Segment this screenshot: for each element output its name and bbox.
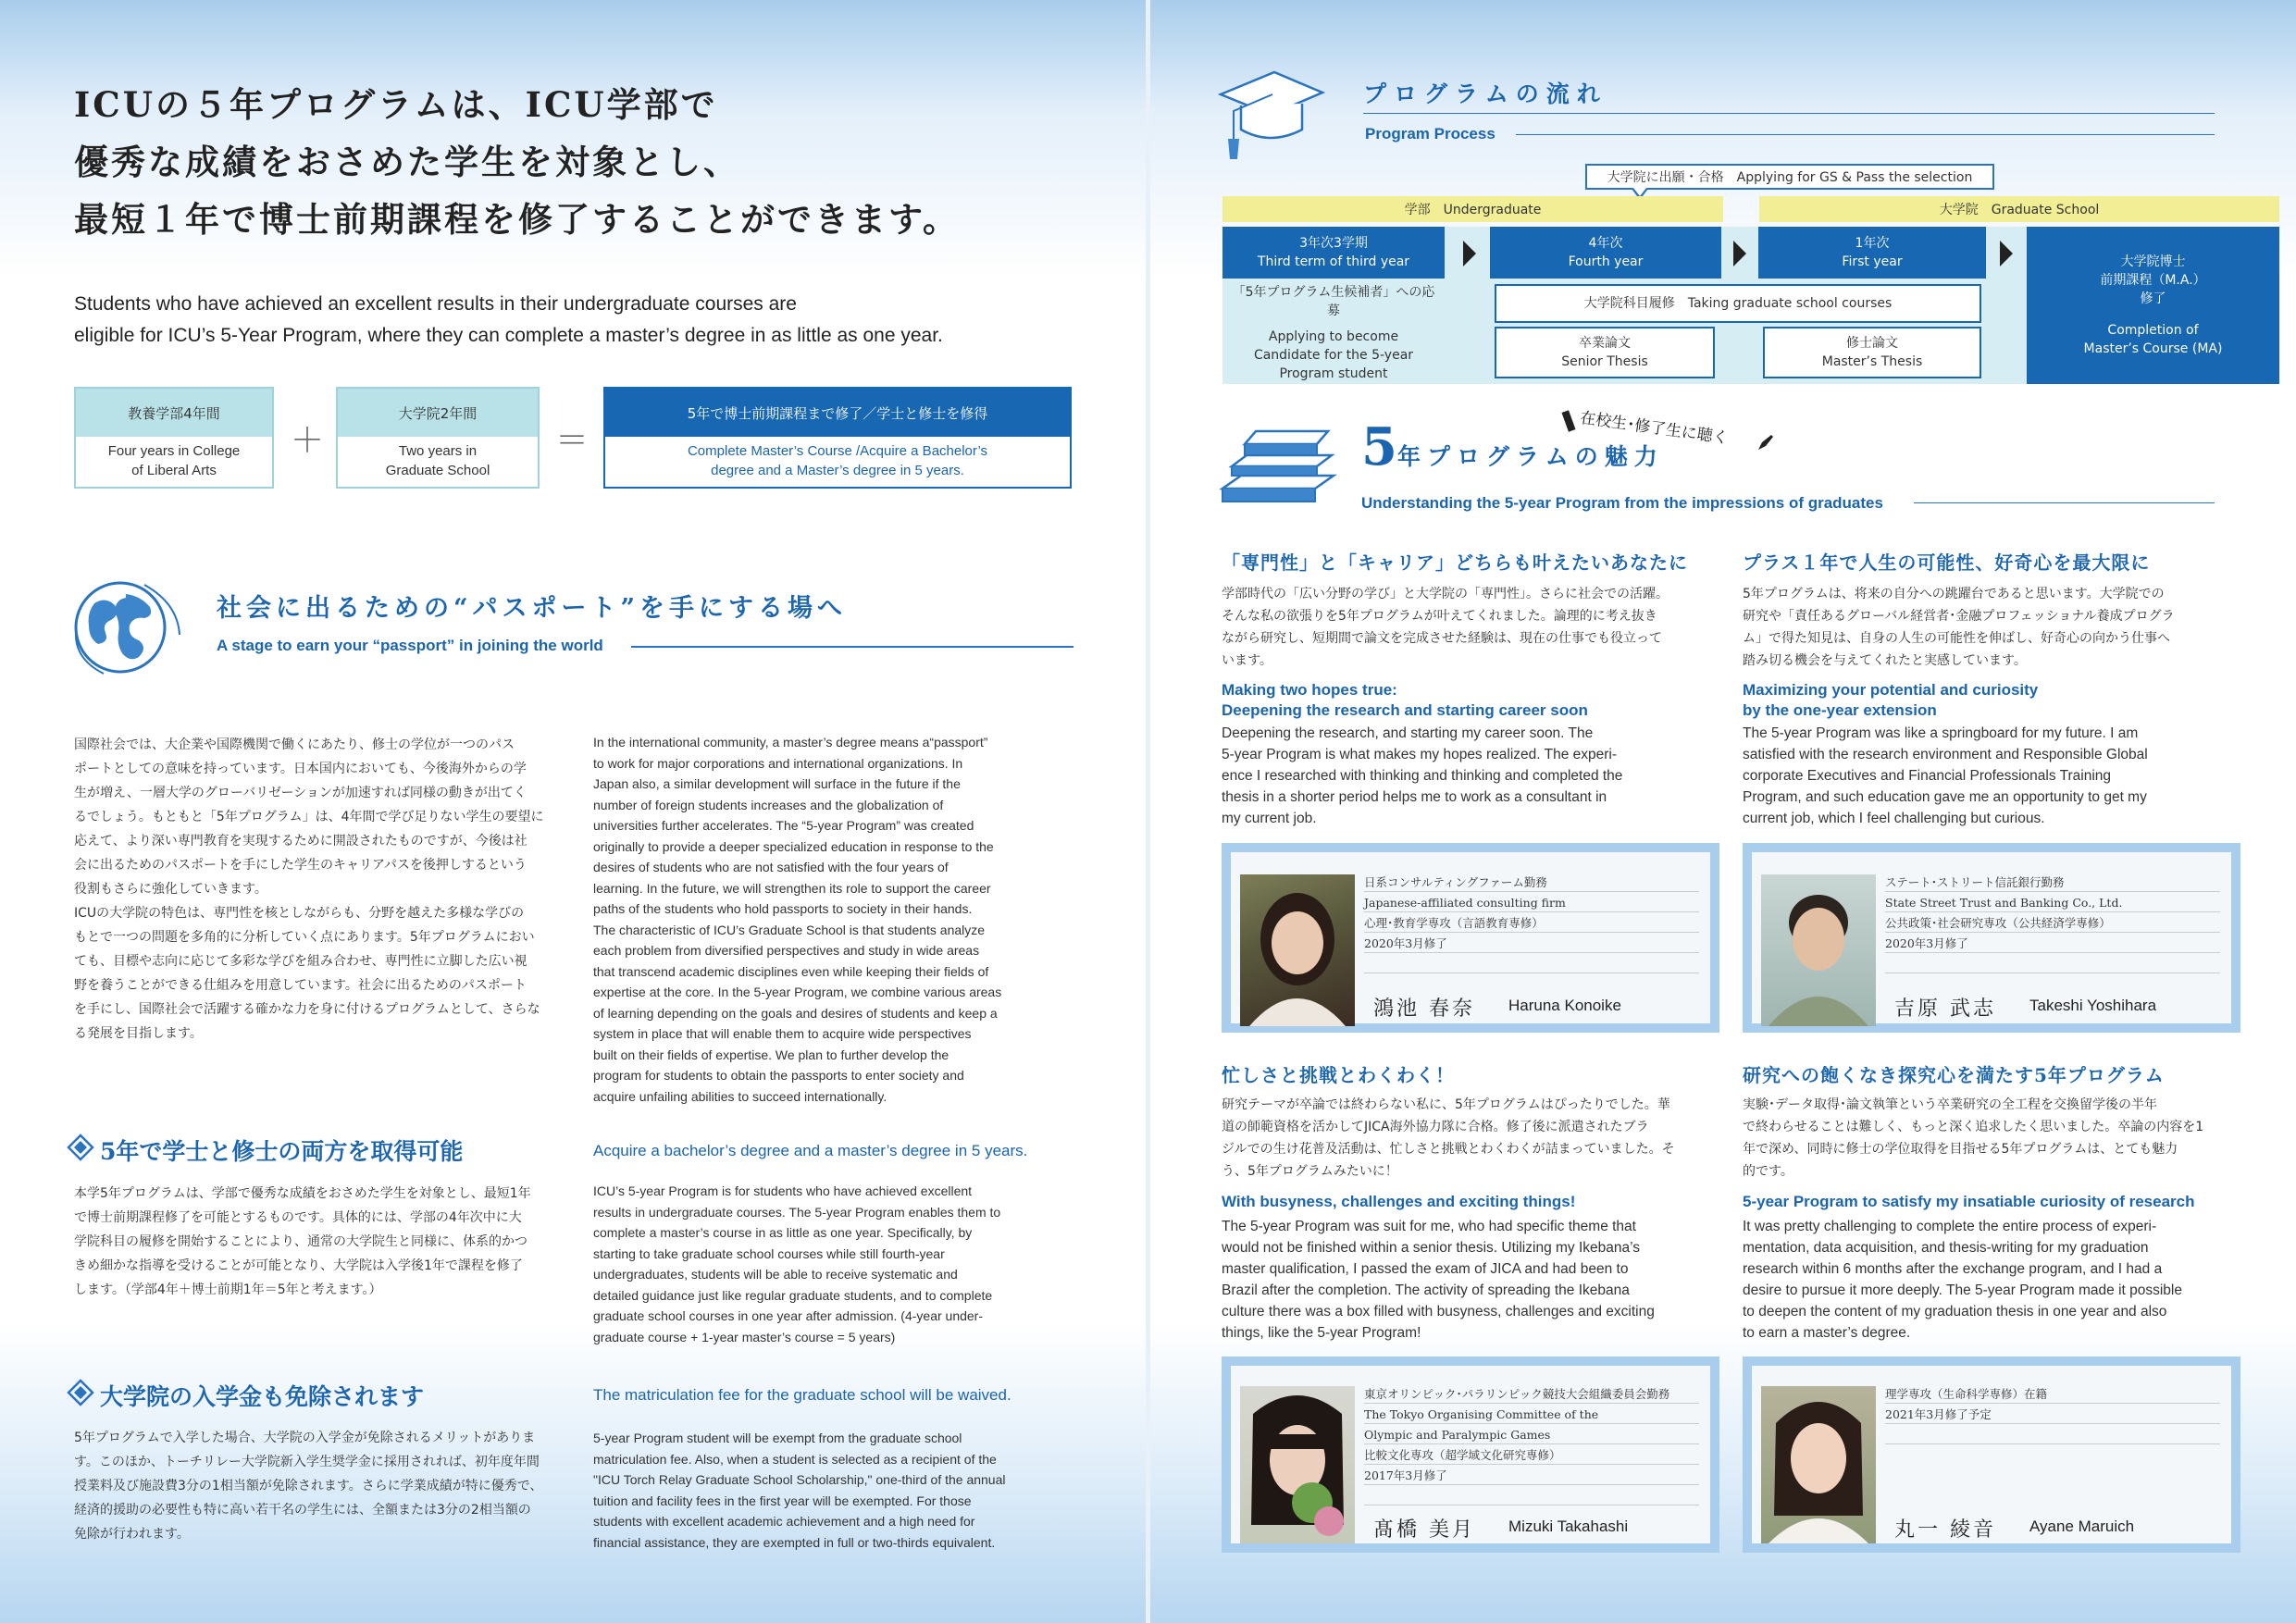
t3-en-line: things, like the 5-year Program! [1222,1325,1421,1341]
step-third-term-line: Program student [1279,366,1388,381]
t4-en-line: to deepen the content of my graduation thesis in one year and also [1743,1304,2167,1319]
headline [74,76,960,248]
charm-subtitle: Understanding the 5-year Program from the impressions of graduates [1361,494,1883,512]
sub2-jp-line: す。このほか、トーチリレー大学院新入学生奨学金に採用されれば、初年度年間 [74,1455,540,1469]
profile-info-line: 2021年3月修了予定 [1885,1407,1992,1421]
profile-name-en: Haruna Konoike [1508,997,1621,1014]
t3-title-jp: 忙しさと挑戦とわくわく！ [1222,1064,1455,1086]
jp-intro-line: を手にし、国際社会で活躍する確かな力を身に付けるプログラムとして、さらな [74,1002,540,1017]
callout-pointer-inner [1633,188,1646,196]
profile-info [1364,1384,1669,1486]
graduate-years-line: Two years in [398,443,478,459]
sub1-jp-line: で博士前期課程修了を可能とするものです。具体的には、学部の4年次中に大 [74,1210,522,1225]
process-subtitle: Program Process [1365,125,1496,142]
t4-en-line: mentation, data acquisition, and thesis-writing for my graduation [1743,1240,2149,1256]
charm-title-text: 年プログラムの魅力 [1396,443,1664,470]
t3-jp-body [1222,1094,1726,1183]
step-third-term-line: 「5年プログラム生候補者」への応募 [1232,285,1435,318]
t1-jp-line: 学部時代の「広い分野の学び」と大学院の「専門性」。さらに社会での活躍。 [1222,587,1669,601]
lead-line: Students who have achieved an excellent results in their undergraduate courses are [74,293,797,315]
en-intro-line: program for students to obtain the passports to enter society and [593,1068,964,1083]
graduate-years-box [336,387,540,489]
en-intro-line: universities further accelerates. The “5-year Program” was created [593,818,974,833]
en-intro-line: originally to provide a deeper specialized education in response to the [593,838,994,854]
right-page [1150,0,2296,1623]
sub2-en-line: matriculation fee. Also, when a student is selected as a recipient of the [593,1451,997,1467]
t4-jp-line: 的です。 [1743,1164,1793,1179]
t3-jp-line: ジルでの生け花普及活動は、忙しさと挑戦とわくわくが詰まっていました。そ [1222,1142,1675,1157]
profile-card [1743,843,2240,1033]
t3-en-line: would not be finished within a senior thesis. Utilizing my Ikebana’s [1222,1240,1641,1256]
t2-en-line: satisfied with the research environment and Responsible Global [1743,747,2148,762]
t4-jp-line: 実験･データ取得･論文執筆という卒業研究の全工程を交換留学後の半年 [1743,1097,2157,1112]
t3-jp-line: 研究テーマが卒論では終わらない私に、5年プログラムはぴったりでした。華 [1222,1097,1670,1112]
mortarboard-icon [1215,63,1326,167]
diamond-bullet-icon [67,1134,94,1161]
books-icon [1213,415,1343,507]
t1-en-line: 5-year Program is what makes my hopes realized. The experi- [1222,747,1617,762]
en-intro-line: number of foreign students increases and the globalization of [593,797,944,812]
divider [1885,1443,2220,1444]
completion-line: 前期課程（M.A.） [2100,273,2206,288]
t4-title-en-line: 5-year Program to satisfy my insatiable curiosity of research [1743,1193,2195,1210]
sub2-jp-line: 経済的援助の必要性も特に高い若干名の学生には、全額または3分の2相当額の [74,1503,531,1518]
t2-title-en-line: Maximizing your potential and curiosity [1743,681,2039,699]
spacer [2027,308,2279,321]
t2-en-line: current job, which I feel challenging but curious. [1743,811,2045,826]
sub1-jp-line: 本学5年プログラムは、学部で優秀な成績をおさめた学生を対象とし、最短1年 [74,1186,531,1201]
t1-en-line: Deepening the research, and starting my career soon. The [1222,725,1594,741]
charm-subtitle-rule [1914,502,2215,503]
sub1-jp-line: 学院科目の履修を開始することにより、通常の大学院生と同様に、体系的かつ [74,1234,527,1249]
profile-name-en: Takeshi Yoshihara [2029,997,2157,1014]
sub1-en-line: results in undergraduate courses. The 5-year Program enables them to [593,1204,1001,1220]
step-first-year [1758,227,1986,279]
profile-info-line: 2017年3月修了 [1364,1468,1447,1482]
t3-en-line: master qualification, I passed the exam of JICA and had been to [1222,1261,1629,1277]
senior-thesis-jp: 卒業論文 [1579,336,1631,351]
jp-intro-line: 応えて、より深い専門教育を実現するために開設されたものですが、今後は社 [74,834,527,849]
en-intro-line: acquire unfailing abilities to succeed internationally. [593,1088,887,1104]
arrow-right-icon [1463,241,1476,266]
t2-jp-line: 踏み切る機会を与えてくれたと実感しています。 [1743,653,2027,668]
en-intro-line: Japan also, a similar development will surface in the future if the [593,776,961,791]
profile-info-line: 比較文化専攻（超学域文化研究専修） [1364,1448,1561,1462]
t4-title-en [1743,1192,2194,1212]
senior-thesis-box [1495,327,1715,378]
grad-bar: 大学院 Graduate School [1759,196,2279,222]
sub2-jp-line: 授業料及び施設費3分の1相当額が免除されます。さらに学業成績が特に優秀で、 [74,1479,543,1493]
t4-jp-line: 年で深め、同時に修士の学位取得を目指せる5年プログラムは、とても魅力 [1743,1142,2178,1157]
t2-en-body [1743,723,2252,829]
result-line: Complete Master’s Course /Acquire a Bachelor’s [687,443,988,459]
jp-intro-line: ても、目標や志向に応じて多彩な学びを組み合わせ、専門性に立脚した広い視 [74,954,527,969]
t3-title-en [1222,1192,1575,1212]
result-text [605,437,1070,480]
jp-intro-line: る発展を目指します。 [74,1026,203,1041]
result-box [603,387,1072,489]
t1-jp-line: います。 [1222,653,1272,668]
masters-thesis-box [1763,327,1981,378]
step-fourth-year-jp: 4年次 [1588,236,1623,251]
charm-title [1361,416,1664,477]
diamond-bullet-icon [67,1379,94,1406]
t2-title-en-line: by the one-year extension [1743,701,1937,719]
college-years-label: 教養学部4年間 [76,389,272,437]
pen-icon [1756,433,1775,452]
sub2-title-en: The matriculation fee for the graduate school will be waived. [593,1386,1011,1404]
t1-title-en [1222,680,1588,721]
t1-title-jp: 「専門性」と「キャリア」どちらも叶えたいあなたに [1222,551,1688,574]
profile-info [1885,873,2122,954]
profile-name-jp: 吉原 武志 [1894,997,1996,1021]
profile-info-line: 2020年3月修了 [1364,936,1447,950]
en-intro [593,732,1084,1107]
left-page [0,0,1146,1623]
profile-name-jp: 鴻池 春奈 [1373,997,1475,1021]
completion-line: Completion of [2107,323,2199,338]
process-title-rule [1363,113,2215,114]
profile-info-line: Olympic and Paralympic Games [1364,1428,1551,1442]
t2-jp-body [1743,583,2242,672]
t1-en-line: ence I researched with thinking and thinking and completed the [1222,768,1623,784]
profile-info-line: ステート･ストリート信託銀行勤務 [1885,875,2065,889]
profile-info-line: Japanese-affiliated consulting firm [1364,896,1566,910]
profile-card-inner [1752,1366,2231,1543]
plus-sign: ＋ [291,422,325,460]
profile-card-inner [1752,852,2231,1023]
profile-info-line: State Street Trust and Banking Co., Ltd. [1885,896,2123,910]
t3-jp-line: 道の師範資格を活かしてJICA海外協力隊に合格。修了後に派遣されたブラ [1222,1120,1649,1134]
profile-info-line: 日系コンサルティングファーム勤務 [1364,875,1547,889]
profile-info-line: 公共政策･社会研究専攻（公共経済学専修） [1885,916,2111,930]
result-line: degree and a Master’s degree in 5 years. [711,463,964,478]
en-intro-line: each problem from diversified perspectives and study in wide areas [593,943,980,958]
arrow-right-icon [2000,241,2013,266]
t1-en-body [1222,723,1726,829]
t4-jp-line: で終わらせることは難しく、もっと深く追求したく思いました。卒論の内容を1 [1743,1120,2204,1134]
sub2-title-jp: 大学院の入学金も免除されます [100,1383,425,1410]
step-third-term-line: Candidate for the 5-year [1253,348,1414,363]
spacer [1226,320,1441,328]
profile-info [1364,873,1566,954]
sub2-en-line: "ICU Torch Relay Graduate School Scholarship," one-third of the annual [593,1472,1006,1487]
en-intro-line: to work for major corporations and international organizations. In [593,755,963,771]
en-intro-line: of learning depending on the goals and desires of students and keep a [593,1005,998,1021]
t3-en-body [1222,1216,1735,1344]
jp-intro-line: 野を養うことができる仕組みを用意しています。社会に出るためのパスポート [74,978,527,993]
t2-title-en [1743,680,2038,721]
en-intro-line: desires of students who are not satisfied with the four years of [593,860,949,874]
t1-en-line: my current job. [1222,811,1317,826]
t2-jp-line: ム」で得た知見は、自身の人生の可能性を伸ばし、好奇心の向かう仕事へ [1743,631,2170,646]
profile-info-line: 理学専攻（生命科学専修）在籍 [1885,1387,2048,1401]
profile-card-inner [1231,852,1710,1023]
process-subtitle-rule [1516,134,2215,135]
masters-thesis-en: Master’s Thesis [1821,354,1923,369]
profile-info-line: 東京オリンピック･パラリンピック競技大会組織委員会勤務 [1364,1387,1670,1401]
profile-photo [1240,1386,1355,1543]
completion-line: Master’s Course (MA) [2083,341,2223,356]
equals-sign: ＝ [555,422,590,460]
step-first-year-jp: 1年次 [1855,236,1890,251]
profile-card [1222,843,1719,1033]
t2-en-line: Program, and such education gave me an opportunity to get my [1743,789,2147,805]
step-third-term [1222,227,1445,279]
sub1-en-line: complete a master’s course in as little as one year. Specifically, by [593,1225,973,1240]
college-years-text [76,437,272,480]
t1-title-en-line: Deepening the research and starting career soon [1222,701,1588,719]
step-third-term-line: Applying to become [1268,329,1399,344]
t3-title-en-line: With busyness, challenges and exciting things! [1222,1193,1576,1210]
en-intro-line: system in place that will enable them to acquire wide perspectives [593,1026,972,1041]
jp-intro-line: ポートとしての意味を持っています。日本国内においても、今後海外からの学 [74,762,527,776]
completion-line: 大学院博士 [2120,254,2186,269]
t1-en-line: thesis in a shorter period helps me to work as a consultant in [1222,789,1607,805]
t3-en-line: culture there was a box filled with busyness, challenges and exciting [1222,1304,1655,1319]
profile-card [1222,1357,1719,1553]
en-intro-line: expertise at the core. In the 5-year Program, we combine various areas [593,985,1002,999]
sub2-jp-line: 免除が行われます。 [74,1527,190,1542]
section-subtitle: A stage to earn your “passport” in joining the world [217,637,603,654]
jp-intro-line: ICUの大学院の特色は、専門性を核としながらも、分野を越えた多様な学びの [74,906,525,921]
profile-card [1743,1357,2240,1553]
process-title: プログラムの流れ [1363,81,1607,107]
headline-line: ICUの５年プログラムは、ICU学部で [74,84,718,125]
sub2-en-line: tuition and facility fees in the first year will be exempted. For those [593,1493,972,1508]
en-intro-line: paths of the students who hold passports to society in their hands. [593,901,973,916]
step-fourth-year-en: Fourth year [1568,254,1644,269]
profile-photo [1761,1386,1876,1543]
sub2-en-line: financial assistance, they are exempted in full or two-thirds equivalent. [593,1534,996,1550]
profile-card-inner [1231,1366,1710,1543]
jp-intro-line: 会に出るためのパスポートを手にした学生のキャリアパスを後押しするという [74,858,527,873]
step-third-term-en: Third term of third year [1257,254,1410,269]
profile-name-en: Ayane Maruich [2029,1518,2135,1535]
result-label: 5年で博士前期課程まで修了／学士と修士を修得 [605,389,1070,437]
t4-en-line: research within 6 months after the exchange program, and I had a [1743,1261,2163,1277]
college-years-line: of Liberal Arts [131,463,217,478]
arrow-right-icon [1733,241,1746,266]
graduate-years-label: 大学院2年間 [338,389,538,437]
sub1-en-line: detailed guidance just like regular graduate students, and to complete [593,1287,993,1303]
profile-name-jp: 丸一 綾音 [1894,1518,1996,1542]
lead-text [74,289,943,352]
completion-box [2027,227,2279,384]
t3-jp-line: う、5年プログラムみたいに！ [1222,1164,1398,1179]
step-third-term-jp: 3年次3学期 [1299,236,1368,251]
headline-line: 優秀な成績をおさめた学生を対象とし、 [74,142,740,182]
sub1-en-body [593,1181,1084,1347]
jp-intro-line: るでしょう。もともと「5年プログラム」は、4年間で学び足りない学生の要望に [74,810,544,824]
t4-en-line: It was pretty challenging to complete the entire process of experi- [1743,1219,2157,1234]
t4-title-jp: 研究への飽くなき探究心を満たす5年プログラム [1743,1064,2165,1086]
profile-info-line: The Tokyo Organising Committee of the [1364,1407,1599,1421]
t1-jp-body [1222,583,1721,672]
sub1-en-line: undergraduates, students will be able to receive systematic and [593,1267,958,1282]
profile-photo [1761,874,1876,1026]
t2-en-line: The 5-year Program was like a springboard for my future. I am [1743,725,2139,741]
t1-title-en-line: Making two hopes true: [1222,681,1397,699]
sub1-jp-line: きめ細かな指導を受けることが可能となり、大学院は入学後1年で課程を修了 [74,1258,523,1273]
jp-intro-line: 役割もさらに強化していきます。 [74,882,267,897]
t2-en-line: corporate Executives and Financial Professionals Training [1743,768,2112,784]
en-intro-line: built on their fields of expertise. We plan to further develop the [593,1047,949,1062]
t3-en-line: Brazil after the completion. The activity of spreading the Ikebana [1222,1282,1630,1298]
en-intro-line: In the international community, a master’s degree means a“passport” [593,735,988,750]
t3-en-line: The 5-year Program was suit for me, who had specific theme that [1222,1219,1636,1234]
t1-jp-line: ながら研究し、短期間で論文を完成させた経験は、現在の仕事でも役立って [1222,631,1662,646]
jp-intro-line: 生が増え、一層大学のグローバリゼーションが加速すれば同様の動きが出てく [74,786,527,800]
profile-info-line: 2020年3月修了 [1885,936,1968,950]
sub2-en-line: 5-year Program student will be exempt from the graduate school [593,1431,962,1445]
sub2-jp-line: 5年プログラムで入学した場合、大学院の入学金が免除されるメリットがありま [74,1431,536,1445]
t2-jp-line: 5年プログラムは、将来の自分への跳躍台であると思います。大学院での [1743,587,2165,601]
college-years-line: Four years in College [107,443,241,459]
sub2-en-line: students with excellent academic achievement and a high need for [593,1514,975,1529]
step-third-term-body [1226,283,1441,383]
profile-name-jp: 髙橋 美月 [1373,1518,1475,1542]
sub1-en-line: graduate school courses in one year after admission. (4-year under- [593,1308,983,1323]
en-intro-line: learning. In the future, we will strengthen its role to support the career [593,880,991,896]
t4-en-body [1743,1216,2261,1344]
en-intro-line: that transcend academic disciplines even while keeping their fields of [593,963,989,979]
sub1-jp-body [74,1182,574,1302]
t1-jp-line: そんな私の欲張りを5年プログラムが叶えてくれました。論理的に考え抜き [1222,609,1657,624]
t4-en-line: desire to pursue it more deeply. The 5-year Program made it possible [1743,1282,2182,1298]
step-first-year-en: First year [1842,254,1903,269]
jp-intro-line: もとで一つの問題を多角的に分析していく点にあります。5年プログラムにおい [74,930,535,945]
undergrad-bar: 学部 Undergraduate [1222,196,1723,222]
sub1-en-line: graduate course + 1-year master’s course = 5 years) [593,1329,896,1344]
sub1-en-line: ICU’s 5-year Program is for students who have achieved excellent [593,1183,973,1198]
en-intro-line: The characteristic of ICU’s Graduate School is that students analyze [593,922,986,937]
section-title: 社会に出るための“パスポート”を手にする場へ [217,594,848,623]
t4-jp-body [1743,1094,2247,1183]
sub2-jp-body [74,1426,574,1546]
profile-name-en: Mizuki Takahashi [1508,1518,1629,1535]
graduate-years-line: Graduate School [385,463,490,478]
sub1-title-jp: 5年で学士と修士の両方を取得可能 [100,1138,464,1165]
t2-title-jp: プラス１年で人生の可能性、好奇心を最大限に [1743,551,2151,574]
interview-tag: 在校生･修了生に聴く [1579,408,1730,449]
t2-jp-line: 研究や「責任あるグローバル経営者･金融プロフェッショナル養成プログラ [1743,609,2175,624]
profile-info [1885,1384,2047,1425]
sub1-jp-line: します。（学部4年＋博士前期1年＝5年と考えます。） [74,1282,382,1297]
charm-title-number: 5 [1361,416,1397,477]
college-years-box [74,387,274,489]
graduate-courses-box: 大学院科目履修 Taking graduate school courses [1495,284,1981,323]
apply-callout: 大学院に出願・合格 Applying for GS & Pass the selection [1585,164,1994,190]
sub2-en-body [593,1428,1084,1553]
masters-thesis-jp: 修士論文 [1846,336,1898,351]
section-rule [631,646,1074,648]
profile-photo [1240,874,1355,1026]
step-fourth-year [1490,227,1721,279]
sub1-en-line: starting to take graduate school courses while still fourth-year [593,1245,945,1261]
jp-intro-line: 国際社会では、大企業や国際機関で働くにあたり、修士の学位が一つのパス [74,737,515,752]
sub1-title-en: Acquire a bachelor’s degree and a master’s degree in 5 years. [593,1142,1028,1159]
completion-line: 修了 [2140,291,2166,306]
t4-en-line: to earn a master’s degree. [1743,1325,1911,1341]
profile-info-line: 心理･教育学専攻（言語教育専修） [1364,916,1544,930]
senior-thesis-en: Senior Thesis [1561,354,1648,369]
globe-icon [67,576,189,679]
jp-intro [74,733,574,1046]
lead-line: eligible for ICU’s 5-Year Program, where they can complete a master’s degree in as little as one year. [74,325,943,346]
headline-line: 最短１年で博士前期課程を修了することができます。 [74,199,961,240]
graduate-years-text [338,437,538,480]
